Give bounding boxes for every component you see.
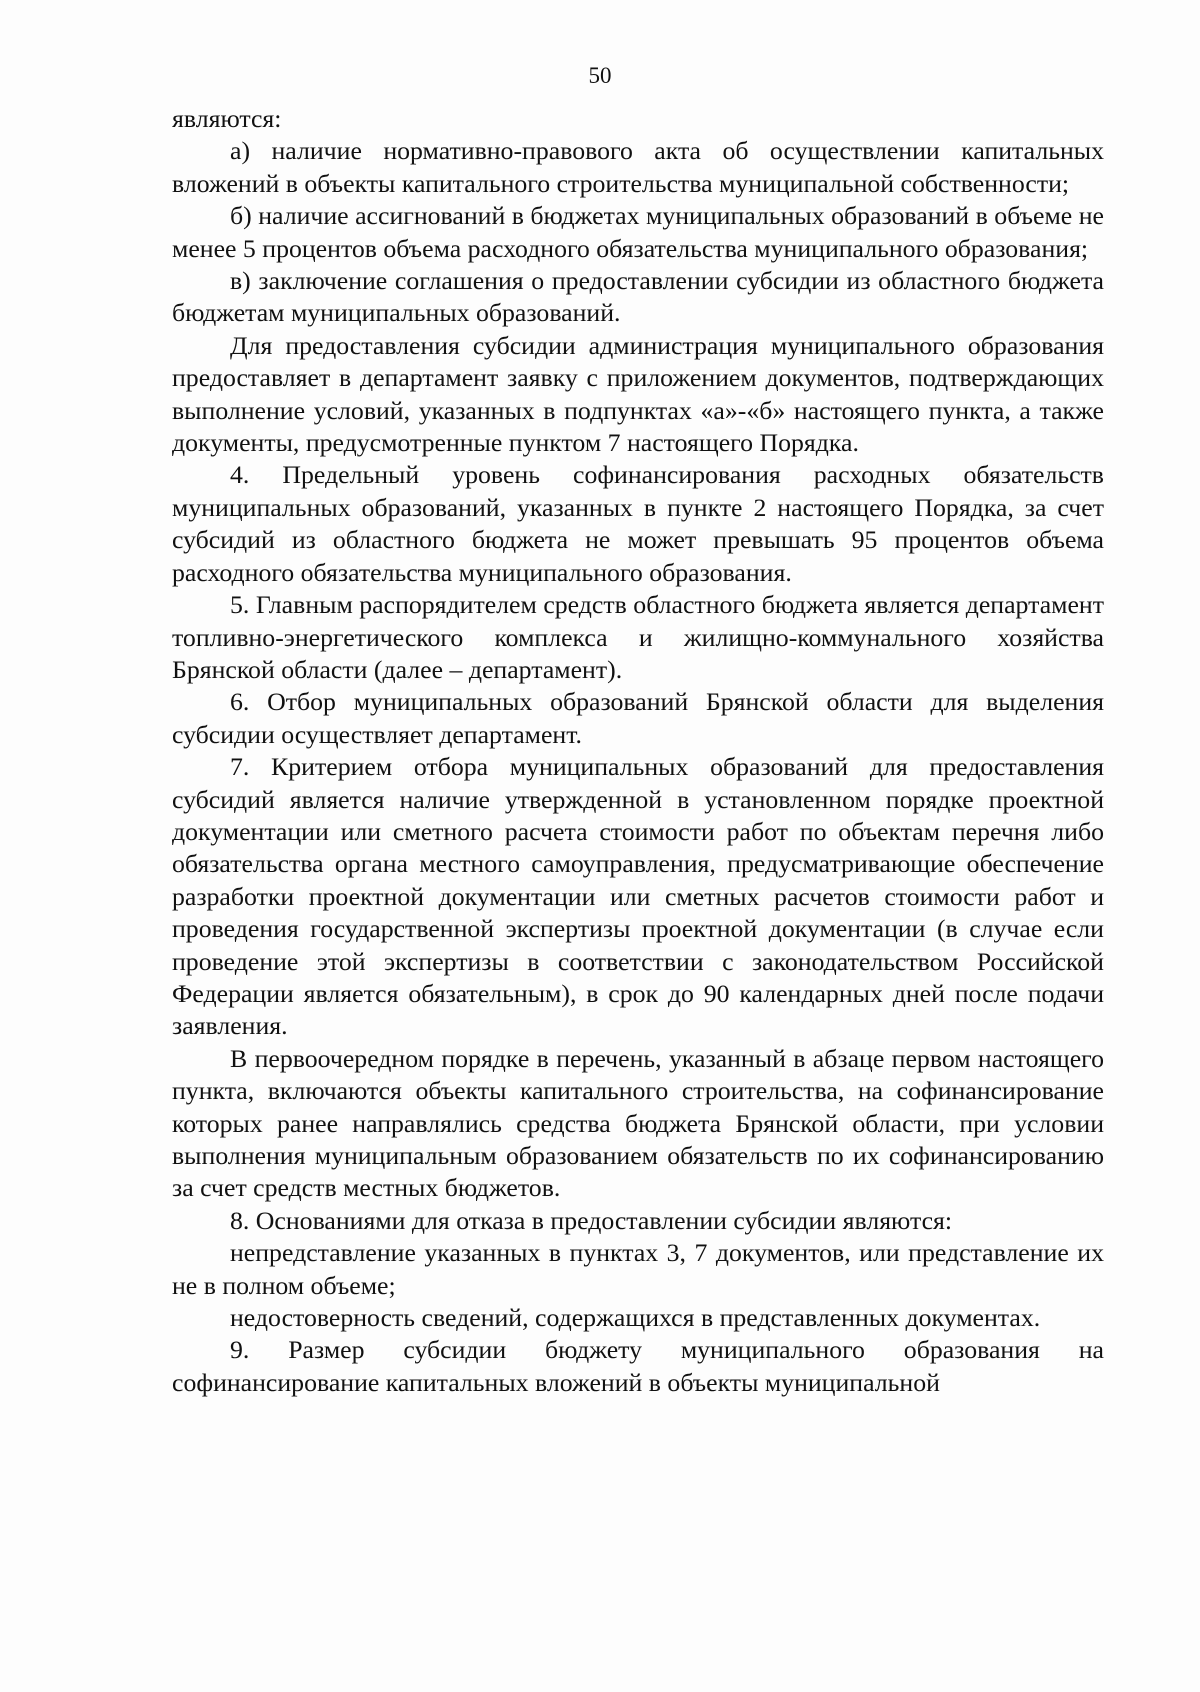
paragraph-clause-9: 9. Размер субсидии бюджету муниципального образования на софинансирование капитальных вложений в объекты муниципальной [172, 1335, 1104, 1397]
paragraph-clause-5: 5. Главным распорядителем средств областного бюджета является департамент топливно-энергетического комплекса и жилищно-коммунального хозяйства Брянской области (далее – департамент). [172, 590, 1104, 684]
paragraph-application: Для предоставления субсидии администрация муниципального образования предоставляет в департамент заявку с приложением документов, подтверждающих выполнение условий, указанных в подпунктах «а»-«б» настоящего пункта, а также документы, предусмотренные пунктом 7 настоящего Порядка. [172, 330, 1104, 458]
paragraph-clause-7: 7. Критерием отбора муниципальных образований для предоставления субсидий является наличие утвержденной в установленном порядке проектной документации или сметного расчета стоимости работ по объектам перечня либо обязательства органа местного самоуправления, предусматривающие обеспечение разработки проектной документации или сметных расчетов стоимости работ и проведения государственной экспертизы проектной документации (в случае если проведение этой экспертизы в соответствии с законодательством Российской Федерации является обязательным), в срок до 90 календарных дней после подачи заявления. [172, 752, 1104, 1041]
paragraph-clause-8: 8. Основаниями для отказа в предоставлении субсидии являются: [230, 1205, 953, 1235]
paragraph-refusal-reason-1: непредставление указанных в пунктах 3, 7 документов, или представление их не в полном объеме; [172, 1238, 1104, 1300]
paragraph-refusal-reason-2: недостоверность сведений, содержащихся в представленных документах. [230, 1303, 1041, 1333]
paragraph-clause-6: 6. Отбор муниципальных образований Брянской области для выделения субсидии осуществляет департамент. [172, 687, 1104, 749]
page-number: 50 [588, 63, 612, 88]
paragraph-priority: В первоочередном порядке в перечень, указанный в абзаце первом настоящего пункта, включаются объекты капитального строительства, на софинансирование которых ранее направлялись средства бюджета Брянской области, при условии выполнения муниципальным образованием обязательств по их софинансированию за счет средств местных бюджетов. [172, 1043, 1104, 1203]
paragraph-clause-4: 4. Предельный уровень софинансирования расходных обязательств муниципальных образований, указанных в пункте 2 настоящего Порядка, за счет субсидий из областного бюджета не может превышать 95 процентов объема расходного обязательства муниципального образования. [172, 460, 1104, 587]
paragraph-item-b: б) наличие ассигнований в бюджетах муниципальных образований в объеме не менее 5 процентов объема расходного обязательства муниципального образования; [172, 201, 1104, 263]
paragraph-continuation: являются: [172, 104, 282, 133]
document-body [172, 103, 1104, 1399]
paragraph-item-a: а) наличие нормативно-правового акта об осуществлении капитальных вложений в объекты капитального строительства муниципальной собственности; [172, 136, 1104, 198]
paragraph-item-c: в) заключение соглашения о предоставлении субсидии из областного бюджета бюджетам муниципальных образований. [172, 266, 1104, 328]
